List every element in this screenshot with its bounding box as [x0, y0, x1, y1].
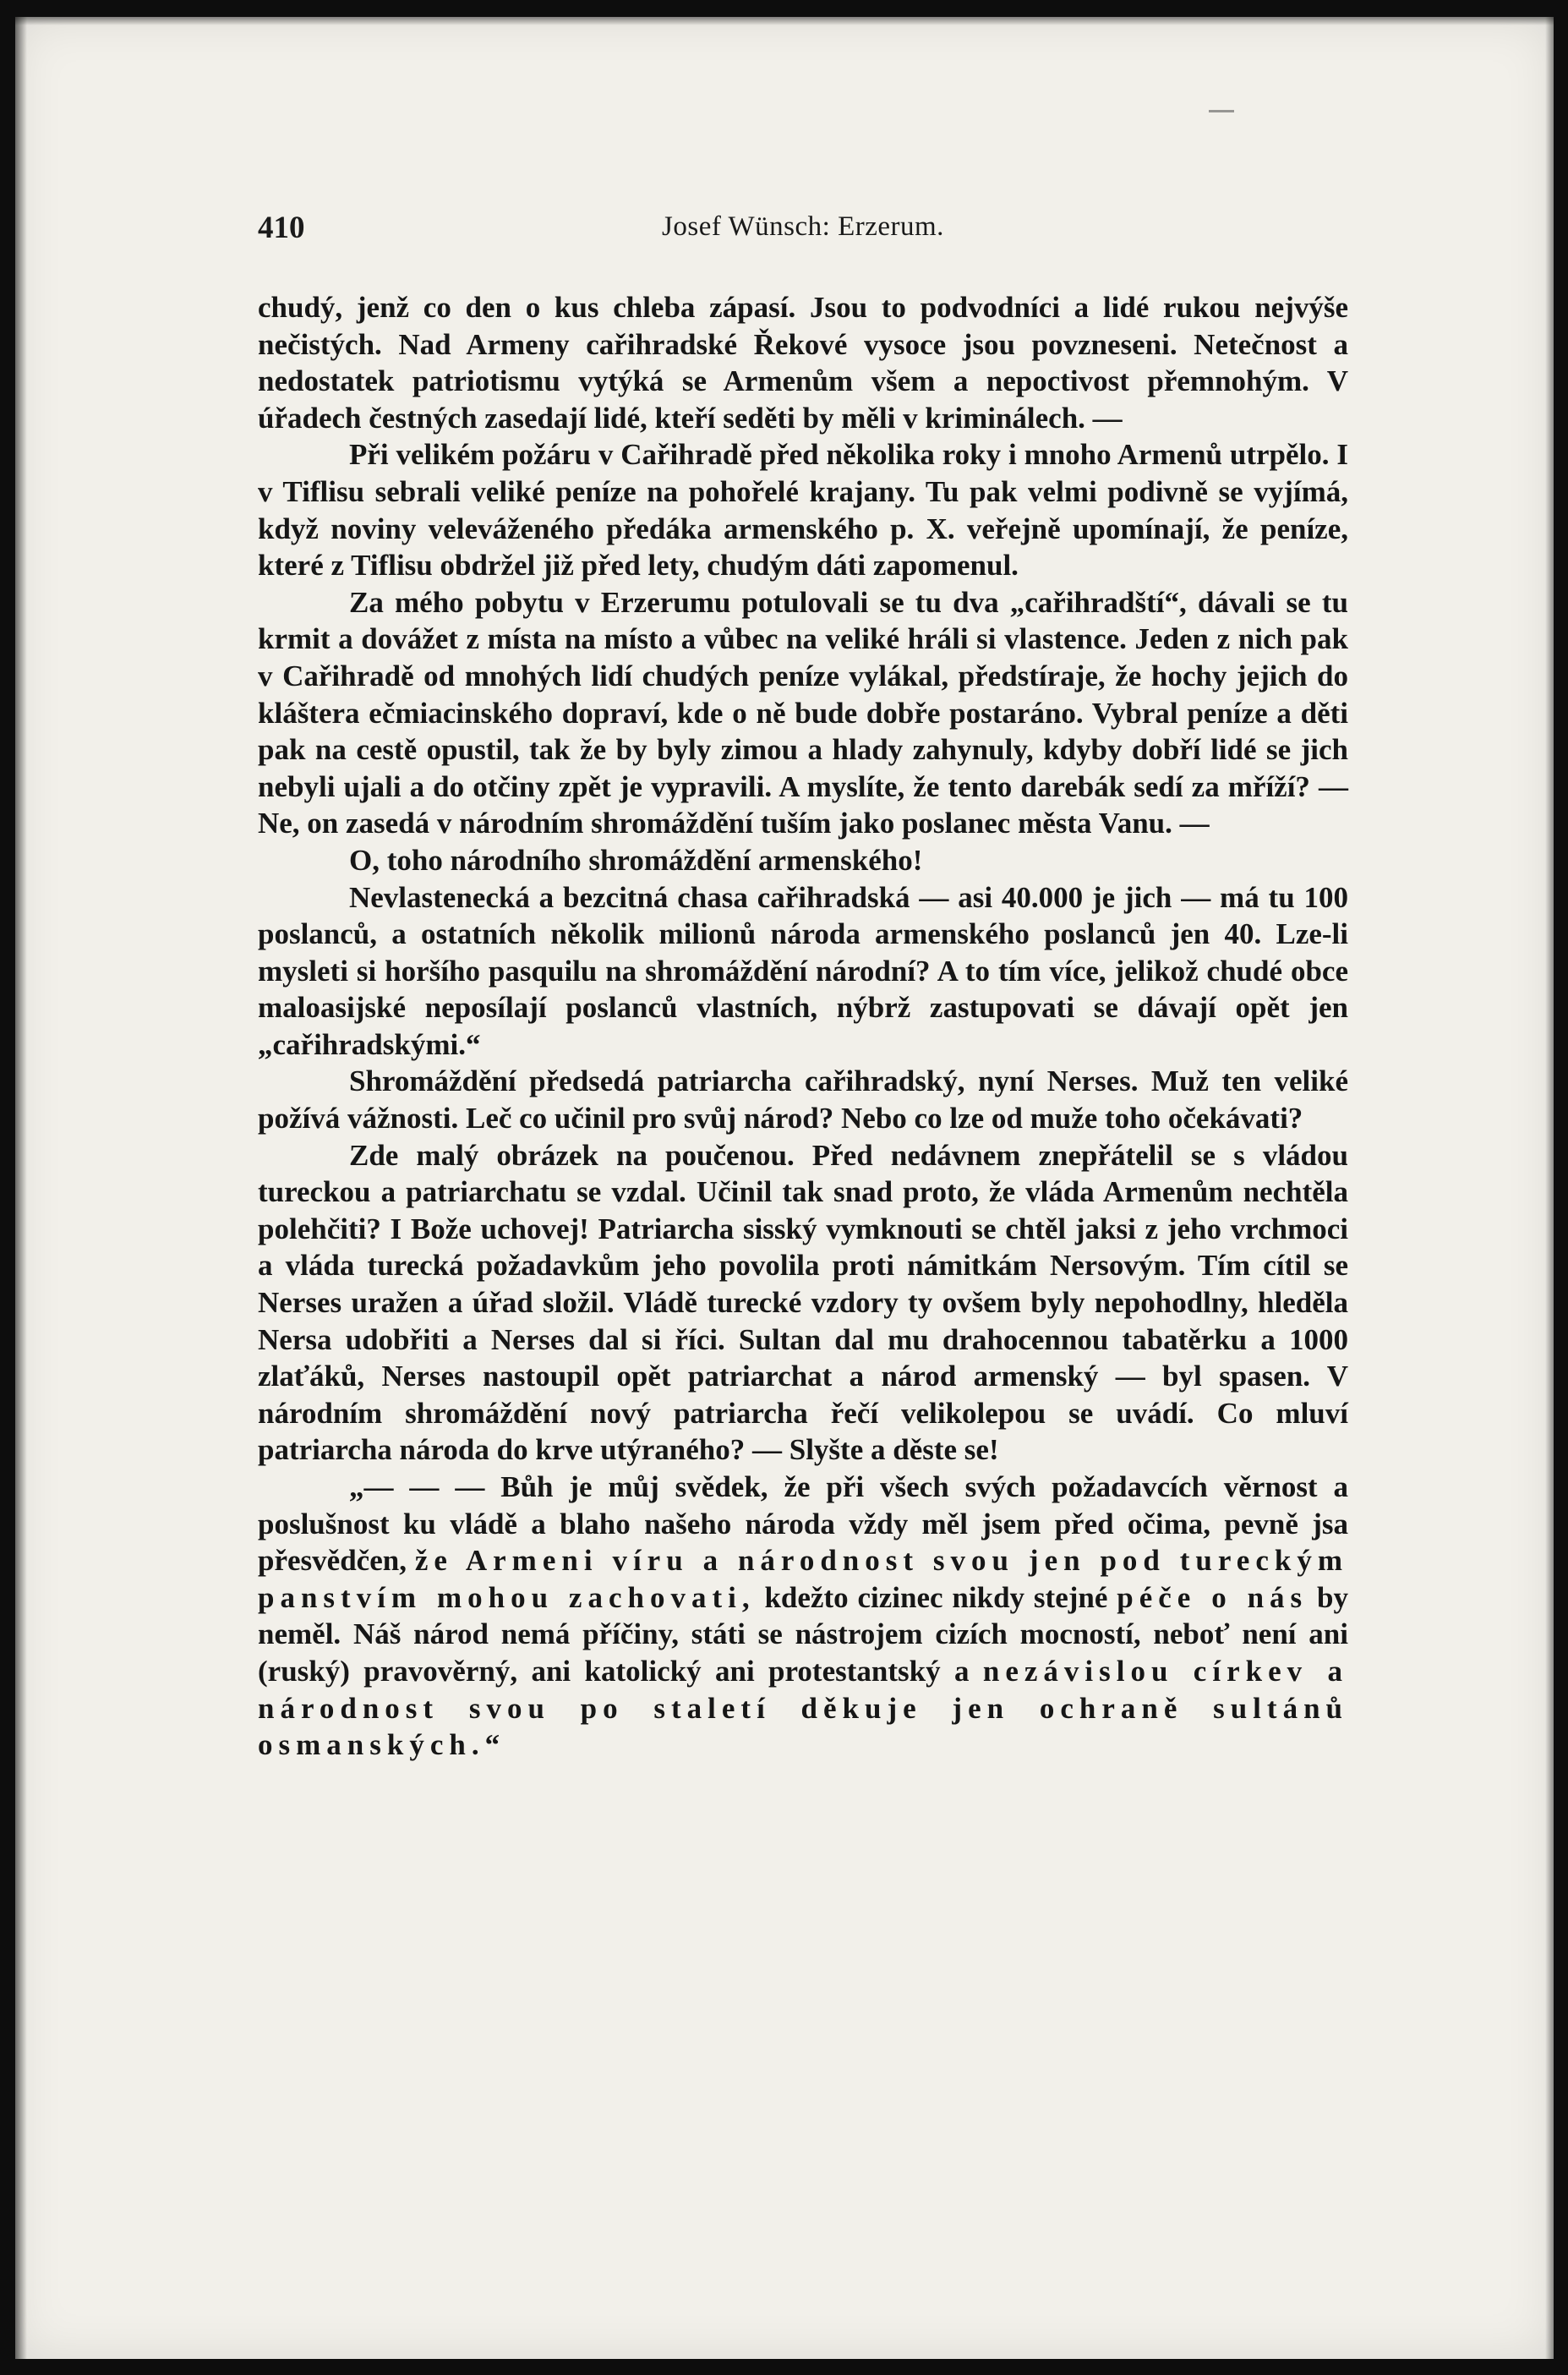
page-shadow-right: [1545, 17, 1554, 2359]
quote-end: “: [484, 1728, 500, 1762]
scan-mark: [1209, 110, 1234, 112]
quote-spaced-1: že Armeni víru a národnost svou jen pod tureckým panstvím mohou zachovati,: [258, 1544, 1348, 1614]
paragraph-3: Za mého pobytu v Erzerumu potulovali se tu dva „cařihradští“, dávali se tu krmit a dovážet z místa na místo a vůbec na veliké hráli si vlastence. Jeden z nich pak v Cařihradě od mnohých lidí chudých peníze vylákal, předstíraje, že hochy jejich do kláštera ečmiacinského dopraví, kde o ně bude dobře postaráno. Vybral peníze a děti pak na cestě opustil, tak že by byly zimou a hlady zahynuly, kdyby dobří lidé se jich nebyli ujali a do otčiny zpět je vypravili. A myslíte, že tento darebák sedí za mříží? — Ne, on zasedá v národním shromáždění tuším jako poslanec města Vanu. —: [258, 585, 1348, 840]
quote-text-3: by neměl. Náš národ nemá příčiny, státi se nástrojem cizích mocností, neboť není ani (ruský) pravověrný, ani katolický ani protestantský a: [258, 1580, 1349, 1688]
page-shadow-top: [15, 17, 1554, 25]
paragraph-5: Nevlastenecká a bezcitná chasa cařihradská — asi 40.000 je jich — má tu 100 poslanců, a ostatních několik milionů národa armenského poslanců jen 40. Lze-li mysleti si horšího pasquilu na shromáždění národní? A to tím více, jelikož chudé obce maloasijské neposílají poslanců vlastních, nýbrž zastupovati se dávají opět jen „cařihradskými.“: [258, 880, 1348, 1061]
paragraph-2: Při velikém požáru v Cařihradě před několika roky i mnoho Armenů utrpělo. I v Tiflisu sebrali veliké peníze na pohořelé krajany. Tu pak velmi podivně se vyjímá, když noviny veleváženého předáka armenského p. X. veřejně upomínají, že peníze, které z Tiflisu obdržel již před lety, chudým dáti zapomenul.: [258, 438, 1348, 583]
paragraph-6: Shromáždění předsedá patriarcha cařihradský, nyní Nerses. Muž ten veliké požívá vážnosti. Leč co učinil pro svůj národ? Nebo co lze od muže toho očekávati?: [258, 1064, 1348, 1136]
paragraph-4: O, toho národního shromáždění armenského!: [349, 843, 923, 877]
page-number: 410: [258, 211, 305, 245]
quote-spaced-3: nezávislou církev a národnost svou po staletí děkuje jen ochraně sultánů osmanských.: [258, 1654, 1348, 1762]
quote-text-1: „— — — Bůh je můj svědek, že při všech svých požadavcích věrnost a poslušnost ku vládě a blaho našeho národa vždy měl jsem před očima, pevně jsa přesvědčen,: [258, 1470, 1348, 1578]
paragraph-1: chudý, jenž co den o kus chleba zápasí. Jsou to podvodníci a lidé rukou nejvýše nečistých. Nad Armeny cařihradské Řekové vysoce jsou povzneseni. Netečnost a nedostatek patriotismu vytýká se Armenům všem a nepoctivost přemnohým. V úřadech čestných zasedají lidé, kteří seděti by měli v kriminálech. —: [258, 291, 1348, 435]
running-head: Josef Wünsch: Erzerum.: [662, 211, 944, 242]
page-header: [258, 210, 1348, 254]
quote-text-2: kdežto cizinec nikdy stejné: [755, 1580, 1117, 1614]
body-text: [258, 289, 1348, 1764]
quote-paragraph: [258, 1469, 1348, 1764]
quote-spaced-2: péče o nás: [1117, 1580, 1308, 1614]
paragraph-7: Zde malý obrázek na poučenou. Před nedávnem znepřátelil se s vládou tureckou a patriarchatu se vzdal. Učinil tak snad proto, že vláda Armenům nechtěla polehčiti? I Bože uchovej! Patriarcha sisský vymknouti se chtěl jaksi z jeho vrchmoci a vláda turecká požadavkům jeho povolila proti námitkám Nersovým. Tím cítil se Nerses uražen a úřad složil. Vládě turecké vzdory ty ovšem byly nepohodlny, hleděla Nersa udobřiti a Nerses dal si říci. Sultan dal mu drahocennou tabatěrku a 1000 zlaťáků, Nerses nastoupil opět patriarchat a národ armenský — byl spasen. V národním shromáždění nový patriarcha řečí velikolepou se uvádí. Co mluví patriarcha národa do krve utýraného? — Slyšte a děste se!: [258, 1138, 1348, 1467]
page-shadow-left: [15, 17, 27, 2359]
